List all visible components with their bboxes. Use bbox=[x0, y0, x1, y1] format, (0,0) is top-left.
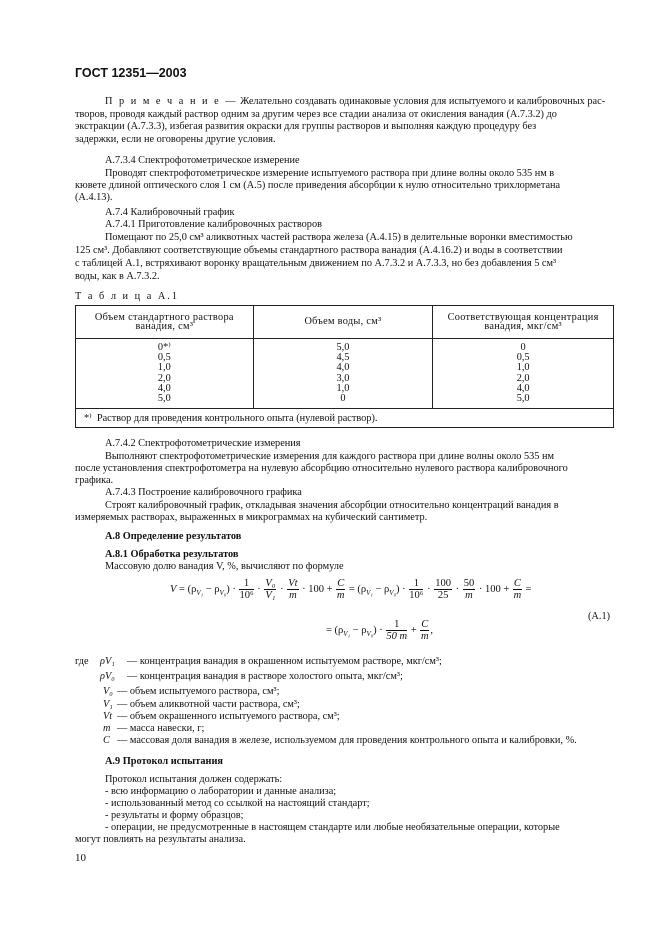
where-item: — объем испытуемого раствора, см³; bbox=[117, 686, 280, 697]
where-item: — концентрация ванадия в растворе холостого опыта, мкг/см³; bbox=[127, 671, 403, 682]
s743-line-2: измеряемых растворах, выраженных в микрограммах на кубический сантиметр. bbox=[75, 512, 428, 523]
s7334-line-2: кювете длиной оптического слоя 1 см (А.5) после приведения абсорбции к нулю относительно трихлорметана bbox=[75, 180, 561, 191]
table-footnote-row bbox=[76, 409, 614, 428]
table-header-cell: Соответствующая концентрация ванадия, мкг/см³ bbox=[433, 306, 614, 339]
table-column-standard-volume: 0*⁾ 0,5 1,0 2,0 4,0 5,0 bbox=[76, 339, 254, 409]
section-7-4-1-title: А.7.4.1 Приготовление калибровочных растворов bbox=[105, 219, 322, 230]
list-item: - всю информацию о лаборатории и данные анализа; bbox=[105, 786, 337, 797]
list-item-continuation: могут повлиять на результаты анализа. bbox=[75, 834, 246, 845]
equation-number: (А.1) bbox=[588, 611, 611, 622]
table-caption: Т а б л и ц а А.1 bbox=[75, 291, 180, 302]
list-item: - использованный метод со ссылкой на настоящий стандарт; bbox=[105, 798, 370, 809]
where-symbol: V₀ bbox=[103, 686, 113, 697]
s742-line-3: графика. bbox=[75, 475, 114, 486]
list-item: - результаты и форму образцов; bbox=[105, 810, 244, 821]
s741-line-2: 125 см³. Добавляют соответствующие объемы стандартного раствора ванадия (А.4.16.2) и воды в соответствии bbox=[75, 245, 563, 256]
document-code-header: ГОСТ 12351—2003 bbox=[75, 66, 187, 80]
note-line-3: экстракции (А.7.3.3), избегая развития окраски для группы растворов и выполняя каждую процедуру без bbox=[75, 121, 537, 132]
note-line-1 bbox=[105, 96, 605, 109]
where-item: — объем окрашенного испытуемого раствора, см³; bbox=[117, 711, 340, 722]
list-item: - операции, не предусмотренные в настоящем стандарте или любые необязательные операции, которые bbox=[105, 822, 560, 833]
formula-line-2: = $(\rho_{V_1} - \rho_{V_0})$ · $\frac{1}{50 m}$ + $\frac{C}{m}$ , bbox=[326, 619, 433, 642]
where-lead: где bbox=[75, 656, 89, 667]
page-number: 10 bbox=[75, 852, 86, 864]
table-column-concentration: 0 0,5 1,0 2,0 4,0 5,0 bbox=[433, 339, 614, 409]
formula-line-1: $V = (\rho_{V_1} - \rho_{V_0})$ · $\frac{1}{\text{10⁶}}$ · $\frac{\text{V₀}}{\text{V₁}}$ · $\frac{Vt}{m}$ · 100 + $\frac{C}{m}$ = $(\rho_{V_1} - \rho_{V_0})$ · $\frac{1}{\text{10⁶}}$ · $\frac{100}{25}$ · $\frac{50}{m}$ · 100 + $\frac{C}{m}$ = bbox=[170, 578, 532, 601]
where-item: — массовая доля ванадия в железе, используемом для проведения контрольного опыта и калибровки, %. bbox=[117, 735, 577, 746]
s7334-line-3: (А.4.13). bbox=[75, 192, 113, 203]
section-7-3-4-title: А.7.3.4 Спектрофотометрическое измерение bbox=[105, 155, 300, 166]
where-symbol: Vt bbox=[103, 711, 113, 722]
where-symbol: m bbox=[103, 723, 111, 734]
s742-line-1: Выполняют спектрофотометрические измерения для каждого раствора при длине волны около 535 нм bbox=[105, 451, 555, 462]
note-line-2: творов, проводя каждый раствор одним за другим через все стадии анализа от окисления ванадия (А.7.3.2) до bbox=[75, 109, 557, 120]
table-header-cell: Объем стандартного раствора ванадия, см³ bbox=[76, 306, 254, 339]
where-symbol: ρV₁ bbox=[100, 656, 115, 667]
section-a8-title: А.8 Определение результатов bbox=[105, 531, 242, 542]
s7334-line-1: Проводят спектрофотометрическое измерение испытуемого раствора при длине волны около 535 нм в bbox=[105, 168, 555, 179]
section-a8-1-title: А.8.1 Обработка результатов bbox=[105, 549, 239, 560]
table-header-row bbox=[76, 306, 614, 339]
a8-intro: Массовую долю ванадия V, %, вычисляют по формуле bbox=[105, 561, 344, 572]
note-line-4: задержки, если не оговорены другие условия. bbox=[75, 134, 276, 145]
s743-line-1: Строят калибровочный график, откладывая значения абсорбции относительно концентраций ванадия в bbox=[105, 500, 559, 511]
table-a1 bbox=[75, 305, 614, 428]
where-symbol: ρV₀ bbox=[100, 671, 115, 682]
section-a9-title: А.9 Протокол испытания bbox=[105, 756, 223, 767]
where-item: — объем аликвотной части раствора, см³; bbox=[117, 699, 300, 710]
where-symbol: C bbox=[103, 735, 110, 746]
s742-line-2: после установления спектрофотометра на нулевую абсорбцию относительно нулевого раствора калибровочного bbox=[75, 463, 568, 474]
section-7-4-2-title: А.7.4.2 Спектрофотометрические измерения bbox=[105, 438, 301, 449]
table-footnote: *⁾ Раствор для проведения контрольного опыта (нулевой раствор). bbox=[76, 409, 614, 428]
section-7-4-title: А.7.4 Калибровочный график bbox=[105, 207, 235, 218]
note-text: Желательно создавать одинаковые условия для испытуемого и калибровочных рас- bbox=[240, 96, 606, 107]
table-header-cell: Объем воды, см³ bbox=[253, 306, 433, 339]
s741-line-1: Помещают по 25,0 см³ аликвотных частей раствора железа (А.4.15) в делительные воронки вместимостью bbox=[105, 232, 573, 243]
table-row bbox=[76, 339, 614, 409]
where-item: — масса навески, г; bbox=[117, 723, 205, 734]
a9-intro: Протокол испытания должен содержать: bbox=[105, 774, 283, 785]
where-symbol: V₁ bbox=[103, 699, 113, 710]
s741-line-4: воды, как в А.7.3.2. bbox=[75, 271, 160, 282]
note-label: П р и м е ч а н и е — bbox=[105, 96, 238, 107]
where-item: — концентрация ванадия в окрашенном испытуемом растворе, мкг/см³; bbox=[127, 656, 442, 667]
section-7-4-3-title: А.7.4.3 Построение калибровочного графика bbox=[105, 487, 302, 498]
s741-line-3: с таблицей А.1, встряхивают воронку вращательным движением по А.7.3.2 и А.7.3.3, но без добавления 5 см³ bbox=[75, 258, 557, 269]
table-column-water-volume: 5,0 4,5 4,0 3,0 1,0 0 bbox=[253, 339, 433, 409]
